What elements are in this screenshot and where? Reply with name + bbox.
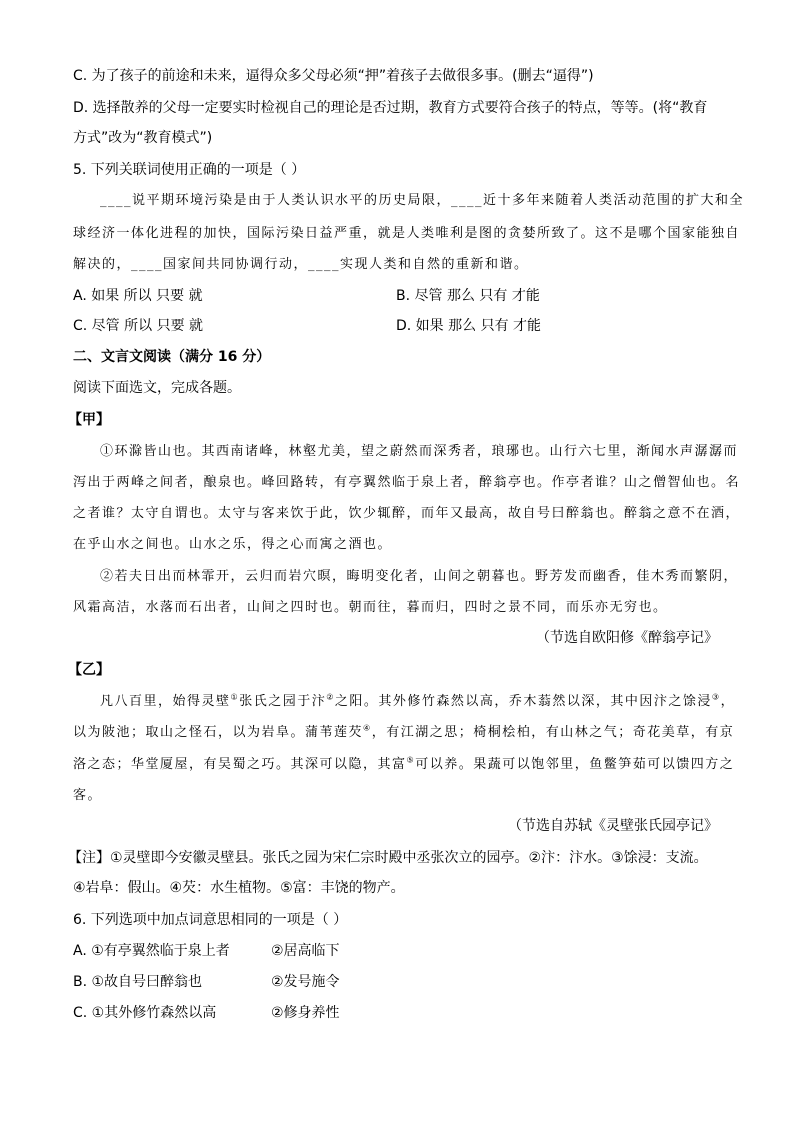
q5-passage-line2: 球经济一体化进程的加快，国际污染日益严重，就是人类唯利是图的贪婪所致了。这不是哪个国家能独自 <box>73 226 741 241</box>
q6-option-b-1: B. ①故自号曰醉翁也 <box>73 974 203 990</box>
yi-line2 <box>73 723 734 743</box>
jia-p2-line1: ②若夫日出而林霏开，云归而岩穴暝，晦明变化者，山间之朝暮也。野芳发而幽香，佳木秀而繁阴， <box>100 569 739 584</box>
yi-line3-b: 可以养。果蔬可以饱邻里，鱼鳖笋茹可以馈四方之 <box>415 757 735 772</box>
footnote-5: ⑤ <box>406 755 416 765</box>
yi-line1-b: 张氏之园于汴 <box>239 694 327 709</box>
q5-stem: 5. 下列关联词使用正确的一项是（ ） <box>73 162 306 178</box>
footnote-3: ③ <box>711 692 721 702</box>
q6-option-b-2: ②发号施令 <box>271 974 340 990</box>
yi-line2-b: ，有江湖之思；椅桐桧柏，有山林之气；奇花美草，有京 <box>371 725 735 740</box>
passage-yi-label: 【乙】 <box>68 662 110 678</box>
yi-line1-d: ， <box>720 694 736 709</box>
q5-option-d: D. 如果 那么 只有 才能 <box>396 318 542 334</box>
notes-line2: ④岩阜：假山。④芡：水生植物。⑤富：丰饶的物产。 <box>73 880 405 896</box>
footnote-2: ② <box>326 692 335 702</box>
passage-jia-label: 【甲】 <box>68 412 110 428</box>
q6-option-c-1: C. ①其外修竹森然以高 <box>73 1005 217 1021</box>
jia-p1-line1: ①环滁皆山也。其西南诸峰，林壑尤美，望之蔚然而深秀者，琅琊也。山行六七里，渐闻水声潺潺而 <box>100 444 739 459</box>
section-intro: 阅读下面选文，完成各题。 <box>73 380 241 396</box>
jia-source: （节选自欧阳修《醉翁亭记》 <box>536 630 718 646</box>
q5-passage-line3: 解决的，____国家间共同协调行动，____实现人类和自然的重新和谐。 <box>73 257 529 272</box>
yi-line1-a: 凡八百里，始得灵壁 <box>100 694 231 709</box>
q5-option-b: B. 尽管 那么 只有 才能 <box>396 288 540 304</box>
jia-p2-line2: 风霜高洁，水落而石出者，山间之四时也。朝而往，暮而归，四时之景不同，而乐亦无穷也。 <box>73 600 668 615</box>
q4-option-d-line2: 方式”改为“教育模式”) <box>73 130 213 146</box>
jia-p1-line2: 泻出于两峰之间者，酿泉也。峰回路转，有亭翼然临于泉上者，醉翁亭也。作亭者谁？山之僧智仙也。名 <box>73 475 741 490</box>
notes-line1: 【注】①灵壁即今安徽灵壁县。张氏之园为宋仁宗时殿中丞张次立的园亭。②汴：汴水。③馀浸：支流。 <box>68 850 708 866</box>
q4-option-c: C. 为了孩子的前途和未来，逼得众多父母必须“押”着孩子去做很多事。(删去“逼得”) <box>73 68 594 84</box>
yi-line1 <box>100 692 735 712</box>
q5-option-c: C. 尽管 所以 只要 就 <box>73 318 204 334</box>
footnote-1: ① <box>230 692 240 702</box>
jia-p1-line4: 在乎山水之间也。山水之乐，得之心而寓之酒也。 <box>73 537 393 552</box>
yi-line1-c: 之阳。其外修竹森然以高，乔木蓊然以深，其中因汴之馀浸 <box>334 694 712 709</box>
q6-stem: 6. 下列选项中加点词意思相同的一项是（ ） <box>73 912 348 928</box>
footnote-4: ④ <box>363 723 372 733</box>
yi-line3 <box>73 755 734 775</box>
q5-passage-line1: ____说平期环境污染是由于人类认识水平的历史局限，____近十多年来随着人类活动范围的扩大和全 <box>100 193 745 208</box>
section-heading: 二、文言文阅读（满分 16 分） <box>73 349 271 365</box>
yi-line2-a: 以为陂池；取山之怪石，以为岩阜。蒲苇莲芡 <box>73 725 364 740</box>
q6-option-a-1: A. ①有亭翼然临于泉上者 <box>73 943 230 959</box>
yi-line4: 客。 <box>73 788 103 803</box>
jia-p1-line3: 之者谁？太守自谓也。太守与客来饮于此，饮少辄醉，而年又最高，故自号曰醉翁也。醉翁之意不在酒， <box>73 506 741 521</box>
q4-option-d-line1: D. 选择散养的父母一定要实时检视自己的理论是否过期，教育方式要符合孩子的特点，等等。(将“教育 <box>73 100 708 116</box>
q5-option-a: A. 如果 所以 只要 就 <box>73 288 203 304</box>
yi-source: （节选自苏轼《灵壁张氏园亭记》 <box>508 818 718 834</box>
yi-line3-a: 洛之态；华堂厦屋，有吴蜀之巧。其深可以隐，其富 <box>73 757 407 772</box>
q6-option-a-2: ②居高临下 <box>271 943 340 959</box>
q6-option-c-2: ②修身养性 <box>271 1005 340 1021</box>
